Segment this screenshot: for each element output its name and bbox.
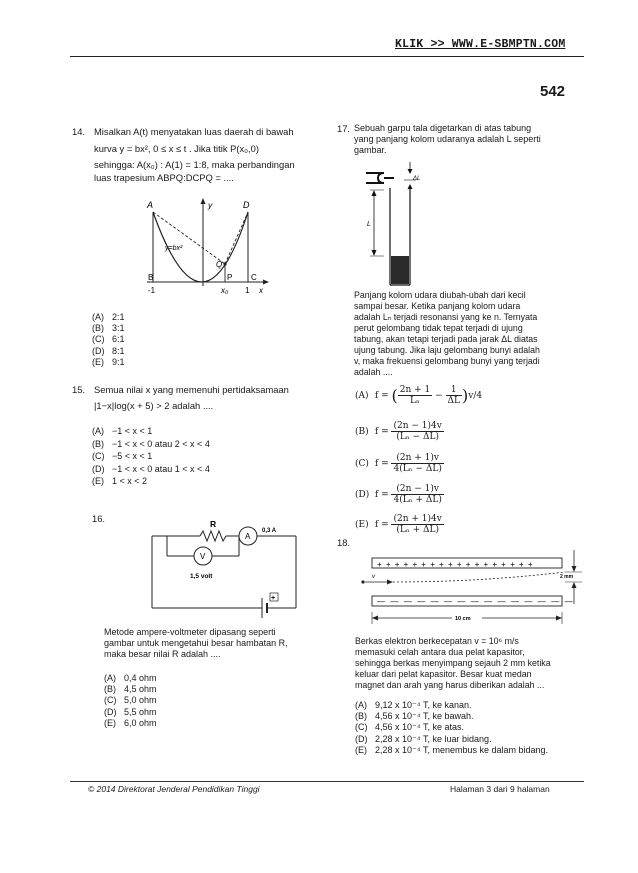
question-number: 17. bbox=[337, 123, 351, 134]
question-text-line: keluar dari pelat kapasitor. Besar kuat medan bbox=[355, 669, 532, 679]
q14-options bbox=[92, 312, 125, 368]
question-text-line: |1−x|log(x + 5) > 2 adalah .... bbox=[94, 399, 214, 411]
q15-options bbox=[92, 425, 210, 488]
positive-plate-charges: ++++++++++++++++++ bbox=[377, 560, 537, 569]
tuning-fork-figure bbox=[364, 158, 424, 290]
option-d: (D) f = $\frac{(2n - 1)v}{\text{4(Lₙ + ΔL)}}$ bbox=[355, 484, 442, 505]
question-text-line: memasuki celah antara dua pelat kapasitor, bbox=[355, 647, 525, 657]
question-number: 14. bbox=[72, 126, 86, 137]
capacitor-figure bbox=[360, 548, 590, 630]
question-text-line: magnet dan arah yang harus diberikan adalah ... bbox=[355, 680, 545, 690]
ammeter-label: A bbox=[245, 532, 251, 541]
option-c: (C) 5,0 ohm bbox=[104, 695, 157, 706]
question-17 bbox=[337, 123, 582, 156]
circuit-figure bbox=[140, 518, 310, 622]
question-text-line: perut gelombang tidak tepat terjadi di ujung bbox=[354, 323, 523, 333]
option-d: (D) 5,5 ohm bbox=[104, 706, 157, 717]
option-a: (A) 2:1 bbox=[92, 312, 125, 322]
option-c: (C) 4,56 x 10⁻⁴ T, ke atas. bbox=[355, 722, 465, 733]
question-text-line: sehingga: A(x₀) : A(1) = 1:8, maka perbandingan bbox=[94, 159, 295, 170]
option-a: (A) 9,12 x 10⁻⁴ T, ke kanan. bbox=[355, 700, 472, 710]
question-15 bbox=[72, 384, 322, 412]
question-16 bbox=[104, 627, 314, 660]
footer-divider bbox=[70, 781, 584, 782]
label-C: C bbox=[251, 273, 257, 282]
footer-page-indicator: Halaman 3 dari 9 halaman bbox=[450, 784, 550, 794]
question-text-line: tabung, akan tetapi terjadi pada jarak ΔL diatas bbox=[354, 334, 538, 344]
option-e: (E) 6,0 ohm bbox=[104, 717, 157, 728]
q17-paragraph bbox=[354, 290, 584, 378]
question-18 bbox=[355, 636, 587, 691]
option-e: (E) 2,28 x 10⁻⁴ T, menembus ke dalam bidang. bbox=[355, 744, 549, 755]
page-number: 542 bbox=[540, 83, 566, 100]
q16-options bbox=[104, 673, 157, 729]
option-b: (B) −1 < x < 0 atau 2 < x < 4 bbox=[92, 438, 210, 449]
curve-label: y=bx² bbox=[165, 245, 183, 252]
question-text-line: yang panjang kolom udaranya adalah L seperti bbox=[354, 134, 541, 144]
question-number: 18. bbox=[337, 537, 351, 548]
option-d: (D) 8:1 bbox=[92, 345, 125, 356]
negative-plate-charges: ——————————————— bbox=[377, 597, 578, 606]
header-divider bbox=[70, 56, 584, 57]
question-text-line: Semua nilai x yang memenuhi pertidaksamaan bbox=[94, 384, 289, 395]
question-text-line: adalah .... bbox=[354, 367, 393, 377]
option-b: (B) 3:1 bbox=[92, 323, 125, 334]
option-c: (C) −5 < x < 1 bbox=[92, 451, 153, 461]
parabola-figure bbox=[135, 198, 275, 298]
label-A: A bbox=[147, 200, 154, 210]
length-label: 10 cm bbox=[455, 616, 471, 622]
footer-copyright: © 2014 Direktorat Jenderal Pendidikan Tinggi bbox=[88, 784, 260, 794]
option-d: (D) −1 < x < 0 atau 1 < x < 4 bbox=[92, 463, 210, 474]
current-label: 0,3 A bbox=[262, 528, 277, 534]
question-14 bbox=[72, 126, 322, 184]
question-text-line: Panjang kolom udara diubah-ubah dari kecil bbox=[354, 290, 526, 300]
question-number: 15. bbox=[72, 384, 86, 395]
question-text-line: maka besar nilai R adalah .... bbox=[104, 649, 221, 659]
question-text-line: luas trapesium ABPQ:DCPQ = .... bbox=[94, 171, 234, 183]
label-x: x bbox=[259, 286, 263, 295]
label-y: y bbox=[208, 200, 213, 210]
question-text-line: sehingga berkas menyimpang sejauh 2 mm ketika bbox=[355, 658, 551, 668]
option-e: (E) 1 < x < 2 bbox=[92, 476, 148, 486]
label-B: B bbox=[148, 273, 154, 282]
voltage-label: 1,5 volt bbox=[190, 573, 213, 580]
option-a: (A) 0,4 ohm bbox=[104, 673, 157, 683]
tick-neg1: -1 bbox=[148, 286, 156, 295]
question-number: 16. bbox=[92, 513, 106, 524]
option-b: (B) 4,56 x 10⁻⁴ T, ke bawah. bbox=[355, 711, 474, 722]
velocity-label: v bbox=[372, 574, 375, 580]
q18-options bbox=[355, 700, 548, 756]
question-text-line: Metode ampere-voltmeter dipasang seperti bbox=[104, 627, 276, 637]
question-text-line: adalah Lₙ terjadi resonansi yang ke n. Ternyata bbox=[354, 312, 538, 322]
question-text-line: Sebuah garpu tala digetarkan di atas tabung bbox=[354, 123, 532, 133]
option-a: (A) f = ( $\frac{2n + 1}{\text{Lₙ}}$ − $\frac{1}{\Delta L}$ )v/4 bbox=[355, 385, 483, 406]
option-e: (E) f = $\frac{(2n + 1)4v}{\text{(Lₙ + ΔL)}}$ bbox=[355, 514, 442, 535]
label-Q: Q bbox=[216, 260, 223, 269]
option-b: (B) 4,5 ohm bbox=[104, 684, 157, 695]
gap-label: 2 mm bbox=[560, 574, 574, 580]
delta-L-label: ΔL bbox=[413, 176, 421, 182]
option-c: (C) f = $\frac{(2n + 1)v}{\text{4(Lₙ − ΔL)}}$ bbox=[355, 453, 442, 474]
option-e: (E) 9:1 bbox=[92, 356, 125, 367]
tick-x0: x₀ bbox=[221, 286, 229, 295]
voltmeter-label: V bbox=[200, 552, 206, 561]
label-P: P bbox=[227, 273, 233, 282]
question-text-line: gambar untuk mengetahui besar hambatan R, bbox=[104, 638, 288, 648]
option-d: (D) 2,28 x 10⁻⁴ T, ke luar bidang. bbox=[355, 733, 492, 744]
question-text-line: ujung tabung. Jika laju gelombang bunyi adalah bbox=[354, 345, 540, 355]
option-b: (B) f = $\frac{(2n - 1)4v}{\text{(Lₙ − ΔL)}}$ bbox=[355, 421, 442, 442]
question-text-line: Misalkan A(t) menyatakan luas daerah di bawah bbox=[94, 126, 294, 137]
question-text-line: Berkas elektron berkecepatan v = 10⁶ m/s bbox=[355, 636, 519, 646]
question-text-line: sampai besar. Ketika panjang kolom udara bbox=[354, 301, 521, 311]
question-text-line: kurva y = bx², 0 ≤ x ≤ t . Jika titik P(x₀,0) bbox=[94, 142, 260, 154]
question-text-line: v, maka frekuensi gelombang bunyi yang terjadi bbox=[354, 356, 540, 366]
L-label: L bbox=[367, 221, 371, 228]
plus-label: + bbox=[271, 595, 276, 602]
label-D: D bbox=[243, 200, 250, 210]
header-link[interactable]: KLIK >> WWW.E-SBMPTN.COM bbox=[395, 38, 566, 51]
option-c: (C) 6:1 bbox=[92, 334, 125, 345]
question-text-line: gambar. bbox=[354, 145, 387, 155]
label-R: R bbox=[210, 519, 217, 529]
tick-1: 1 bbox=[245, 286, 250, 295]
option-a: (A) −1 < x < 1 bbox=[92, 426, 153, 436]
